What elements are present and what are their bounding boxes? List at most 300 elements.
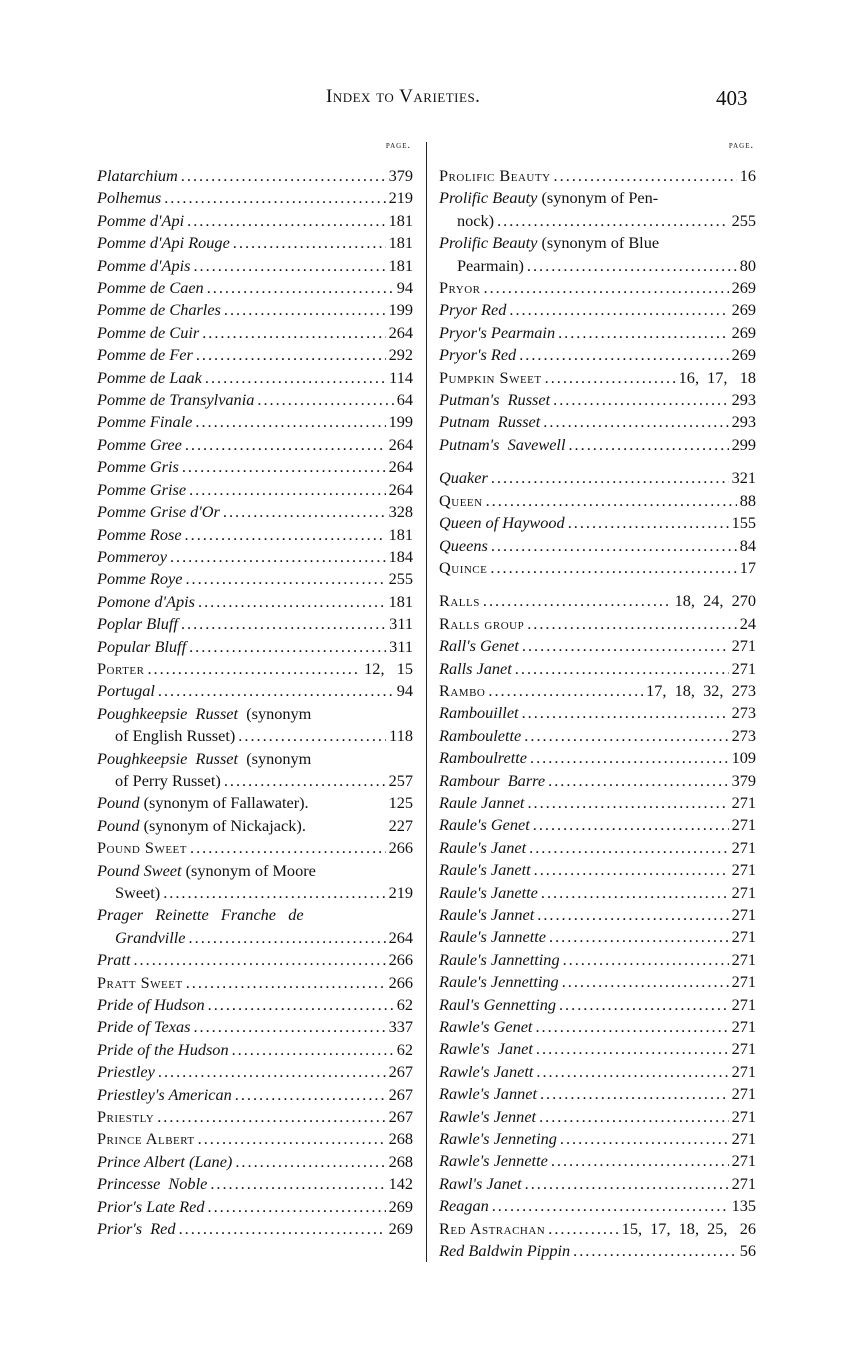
dot-leader <box>483 590 672 612</box>
page-reference: 337 <box>388 1017 413 1037</box>
page-number: 403 <box>716 86 748 110</box>
page-reference: 16 <box>739 166 756 185</box>
variety-name-italic: Pride of Hudson <box>97 995 205 1015</box>
index-entry-line <box>439 747 756 769</box>
variety-name <box>97 949 130 971</box>
index-entry <box>439 165 756 187</box>
dot-leader <box>509 299 728 321</box>
variety-name-italic: Pryor Red <box>439 300 507 320</box>
variety-name-italic: Poplar Bluff <box>97 614 178 634</box>
index-entry-line <box>97 949 413 971</box>
index-entry <box>439 557 756 579</box>
page-reference: 292 <box>388 345 413 365</box>
running-title: Index to Varieties. <box>326 86 481 107</box>
note-text: (synonym <box>238 748 312 768</box>
page-reference: 379 <box>731 770 756 790</box>
index-entry-line <box>439 1195 756 1217</box>
variety-name <box>97 344 193 366</box>
variety-name <box>97 479 186 501</box>
page-reference: 62 <box>396 995 413 1015</box>
variety-name-italic: Rall's Genet <box>439 636 519 656</box>
dot-leader <box>157 1106 385 1128</box>
dot-leader <box>181 165 386 187</box>
variety-name <box>439 557 487 579</box>
index-entry-line <box>439 882 756 904</box>
index-entry <box>439 904 756 926</box>
index-entry-line <box>97 165 413 187</box>
variety-name <box>439 1240 570 1262</box>
variety-name <box>439 702 519 724</box>
index-entry-line <box>97 972 413 994</box>
dot-leader <box>548 1218 618 1240</box>
index-entry <box>439 635 756 657</box>
variety-name <box>97 389 254 411</box>
index-entry-line <box>439 971 756 993</box>
note-text: (synonym of Pen- <box>537 188 659 208</box>
dot-leader <box>170 546 386 568</box>
variety-name-italic: Pound <box>97 815 140 835</box>
index-entry-line <box>97 1128 413 1150</box>
dot-leader <box>540 1083 729 1105</box>
page-reference: 267 <box>388 1062 413 1082</box>
index-entry <box>439 322 756 344</box>
variety-name-smallcaps: Pound Sweet <box>97 838 187 858</box>
index-entry <box>439 512 756 534</box>
index-entry <box>97 837 413 859</box>
variety-name <box>439 344 516 366</box>
page-reference: 15, 17, 18, 25, 26 <box>621 1218 756 1238</box>
dot-leader <box>484 277 729 299</box>
index-entry-line <box>439 1038 756 1060</box>
variety-name <box>439 187 658 209</box>
index-entry-line <box>439 344 756 366</box>
variety-name-italic: Pomme d'Apis <box>97 255 191 275</box>
page-reference: 264 <box>388 457 413 477</box>
index-entry-line <box>97 792 413 814</box>
variety-name-smallcaps: Rambo <box>439 680 486 700</box>
page-reference: 64 <box>396 390 413 410</box>
page-reference: 273 <box>731 703 756 723</box>
variety-name <box>439 747 527 769</box>
variety-name <box>439 165 551 187</box>
page-reference: 269 <box>731 300 756 320</box>
dot-leader <box>491 535 737 557</box>
index-entry-line <box>439 1106 756 1128</box>
variety-name <box>97 613 178 635</box>
index-entry <box>97 860 413 905</box>
dot-leader <box>568 512 729 534</box>
dot-leader <box>527 255 737 277</box>
variety-name-italic: Prior's Late Red <box>97 1196 205 1216</box>
dot-leader <box>543 411 728 433</box>
index-entry <box>97 1196 413 1218</box>
dot-leader <box>527 613 737 635</box>
note-text: (synonym of Fallawater). <box>139 793 309 813</box>
page-reference: 181 <box>388 255 413 275</box>
variety-name <box>97 299 221 321</box>
page-reference: 227 <box>388 815 413 835</box>
variety-name <box>97 591 195 613</box>
dot-leader <box>185 524 386 546</box>
index-entry-line <box>439 635 756 657</box>
variety-name-smallcaps: Porter <box>97 658 145 678</box>
index-entry <box>439 949 756 971</box>
index-entry-line <box>97 1106 413 1128</box>
index-entry <box>97 501 413 523</box>
variety-name-italic: Raule's Jannette <box>439 927 547 947</box>
index-entry-line <box>97 860 413 882</box>
page-reference: 56 <box>739 1241 756 1261</box>
dot-leader <box>164 187 385 209</box>
index-entry-line <box>439 232 756 254</box>
index-entry-line <box>439 1150 756 1172</box>
index-entry <box>97 389 413 411</box>
index-entry-line <box>97 434 413 456</box>
variety-name <box>439 994 556 1016</box>
index-entry-line <box>439 389 756 411</box>
index-entry-line <box>97 367 413 389</box>
index-entry-line <box>97 904 413 926</box>
entry-list <box>439 165 756 1263</box>
index-entry-line <box>97 770 413 792</box>
index-entry <box>97 187 413 209</box>
index-entry <box>97 1151 413 1173</box>
variety-name-smallcaps: Prolific Beauty <box>439 166 551 185</box>
dot-leader <box>573 1240 737 1262</box>
dot-leader <box>549 926 729 948</box>
page-reference: 273 <box>731 725 756 745</box>
index-entry-line <box>97 591 413 613</box>
variety-name <box>97 815 306 837</box>
index-entry <box>439 411 756 433</box>
dot-leader <box>235 1084 386 1106</box>
variety-name <box>439 859 531 881</box>
variety-name <box>97 1173 207 1195</box>
index-entry-line <box>439 770 756 792</box>
variety-name-italic: Pomme Finale <box>97 412 193 432</box>
page-reference: 84 <box>739 535 756 555</box>
variety-name-italic: Prior's Red <box>97 1219 176 1239</box>
note-text: (synonym of Nickajack). <box>139 815 306 835</box>
page-reference: 268 <box>388 1151 413 1171</box>
dot-leader <box>559 994 729 1016</box>
variety-name <box>439 1150 548 1172</box>
index-entry-line <box>439 926 756 948</box>
variety-name <box>97 1016 190 1038</box>
dot-leader <box>541 882 729 904</box>
page-reference: 271 <box>731 972 756 992</box>
dot-leader <box>198 1128 386 1150</box>
variety-name-italic: Red Baldwin Pippin <box>439 1241 571 1261</box>
dot-leader <box>158 680 394 702</box>
variety-name-italic: Pound <box>97 793 140 813</box>
page-reference: 257 <box>388 770 413 790</box>
index-entry <box>97 949 413 971</box>
variety-name-italic: Pomme de Laak <box>97 367 202 387</box>
variety-name <box>439 792 524 814</box>
page-reference: 219 <box>388 188 413 208</box>
variety-name-italic: Prager Reinette Franche de <box>97 905 304 925</box>
page-reference: 118 <box>389 726 413 746</box>
variety-name <box>97 568 182 590</box>
index-entry-line <box>97 255 413 277</box>
variety-name-italic: Rawle's Janett <box>439 1061 534 1081</box>
page-reference: 271 <box>731 792 756 812</box>
dot-leader <box>525 1173 729 1195</box>
index-entry <box>439 1038 756 1060</box>
variety-name-smallcaps: Pryor <box>439 278 481 298</box>
page-header <box>0 86 850 116</box>
index-entry-line <box>97 456 413 478</box>
variety-name <box>97 680 155 702</box>
variety-name-italic: Pomone d'Apis <box>97 591 195 611</box>
index-entry <box>97 792 413 814</box>
dot-leader <box>486 490 737 512</box>
index-entry-line <box>439 904 756 926</box>
section-gap <box>439 456 756 467</box>
variety-name-italic: Rawle's Jennet <box>439 1106 537 1126</box>
dot-leader <box>558 322 728 344</box>
page-reference: 269 <box>731 345 756 365</box>
page-reference: 267 <box>388 1084 413 1104</box>
index-entry-line <box>439 680 756 702</box>
page-reference: 269 <box>388 1219 413 1239</box>
index-entry <box>97 748 413 793</box>
index-entry-line <box>439 557 756 579</box>
index-entry <box>97 680 413 702</box>
index-entry <box>97 1128 413 1150</box>
dot-leader <box>568 434 728 456</box>
page-reference: 328 <box>388 502 413 522</box>
index-entry <box>97 703 413 748</box>
variety-name-italic: Priestley <box>97 1062 155 1082</box>
dot-leader <box>522 635 729 657</box>
variety-name-smallcaps: Quince <box>439 557 488 577</box>
index-entry <box>439 1195 756 1217</box>
page-reference: 17 <box>739 557 756 577</box>
index-entry-line <box>439 792 756 814</box>
variety-name <box>97 792 309 814</box>
variety-name <box>97 1106 154 1128</box>
dot-leader <box>534 859 729 881</box>
variety-name <box>97 904 304 926</box>
page-reference: 184 <box>388 546 413 566</box>
page-reference: 109 <box>731 748 756 768</box>
variety-name <box>115 725 235 747</box>
variety-name-italic: Putnam's Savewell <box>439 434 566 454</box>
page-reference: 219 <box>388 883 413 902</box>
dot-leader <box>195 411 385 433</box>
variety-name <box>439 1038 533 1060</box>
page-column-label: page. <box>385 140 411 151</box>
variety-name <box>439 512 565 534</box>
index-entry <box>97 411 413 433</box>
variety-name <box>439 725 521 747</box>
variety-name <box>439 467 488 489</box>
variety-name-italic: Platarchium <box>97 166 178 185</box>
page-reference: 293 <box>731 390 756 410</box>
index-entry <box>97 994 413 1016</box>
variety-name <box>97 367 202 389</box>
index-entry <box>439 926 756 948</box>
index-entry-line <box>439 434 756 456</box>
index-entry <box>97 658 413 680</box>
index-entry-line <box>439 1061 756 1083</box>
index-entry <box>439 658 756 680</box>
page-reference: 181 <box>388 233 413 253</box>
index-entry <box>439 859 756 881</box>
index-entry <box>97 972 413 994</box>
variety-name-italic: Ralls Janet <box>439 658 512 678</box>
variety-name <box>97 1151 232 1173</box>
variety-name <box>439 232 659 254</box>
variety-name-italic: Pomme de Caen <box>97 278 204 298</box>
variety-name <box>439 1128 557 1150</box>
page-reference: 264 <box>388 479 413 499</box>
variety-name <box>97 658 144 680</box>
index-entry <box>439 814 756 836</box>
index-entry <box>439 994 756 1016</box>
index-entry <box>97 479 413 501</box>
index-entry-line <box>439 1173 756 1195</box>
index-entry <box>97 299 413 321</box>
variety-name-italic: Putman's Russet <box>439 390 551 410</box>
variety-name-italic: Rawle's Jannet <box>439 1084 537 1104</box>
variety-name <box>439 971 559 993</box>
index-entry <box>97 1016 413 1038</box>
index-entry-line <box>439 658 756 680</box>
dot-leader <box>529 837 728 859</box>
dot-leader <box>527 792 728 814</box>
variety-name-italic: Raule's Genet <box>439 815 530 835</box>
index-entry <box>439 389 756 411</box>
variety-name-italic: Quaker <box>439 468 488 488</box>
page-reference: 181 <box>388 591 413 611</box>
index-entry-line <box>439 590 756 612</box>
variety-name <box>97 255 190 277</box>
index-entry <box>439 535 756 557</box>
index-entry <box>439 1128 756 1150</box>
index-entry-line <box>97 837 413 859</box>
variety-name-italic: Putnam Russet <box>439 412 541 432</box>
page-reference: 271 <box>731 927 756 947</box>
dot-leader <box>208 994 394 1016</box>
variety-name <box>439 411 540 433</box>
index-entry-line <box>97 389 413 411</box>
page-reference: 271 <box>731 994 756 1014</box>
index-entry <box>439 1083 756 1105</box>
variety-name <box>97 1218 176 1240</box>
variety-name-smallcaps: Priestly <box>97 1107 155 1127</box>
variety-name <box>439 1218 545 1240</box>
dot-leader <box>158 1061 386 1083</box>
index-entry-line <box>439 1218 756 1240</box>
variety-name <box>457 255 524 277</box>
variety-name-italic: Pomme de Fer <box>97 345 193 365</box>
index-entry-line <box>97 210 413 232</box>
variety-name <box>97 165 178 187</box>
index-entry-line <box>97 1151 413 1173</box>
index-column-left <box>97 140 413 1241</box>
variety-name <box>97 1039 229 1061</box>
index-entry-line <box>439 613 756 635</box>
dot-leader <box>187 210 385 232</box>
variety-name-italic: Grandville <box>115 927 186 947</box>
dot-leader <box>181 613 386 635</box>
variety-name-italic: Raule Jannet <box>439 792 525 812</box>
index-entry <box>97 568 413 590</box>
index-entry <box>439 971 756 993</box>
index-entry-line <box>439 1083 756 1105</box>
index-entry-line <box>439 859 756 881</box>
page-reference: 80 <box>739 255 756 275</box>
page-reference: 271 <box>731 837 756 857</box>
variety-name <box>97 546 167 568</box>
variety-name-italic: Pommeroy <box>97 546 167 566</box>
index-entry-line <box>439 535 756 557</box>
variety-name <box>439 367 542 389</box>
index-entry <box>439 467 756 489</box>
variety-name <box>439 904 534 926</box>
index-entry <box>439 837 756 859</box>
dot-leader <box>554 165 737 187</box>
index-entry-line <box>439 702 756 724</box>
variety-name <box>97 994 205 1016</box>
variety-name-italic: Rambour Barre <box>439 770 546 790</box>
index-entry <box>97 1173 413 1195</box>
dot-leader <box>235 1151 385 1173</box>
index-entry-line <box>97 322 413 344</box>
variety-name <box>97 1196 205 1218</box>
variety-name-italic: Raule's Janette <box>439 882 538 902</box>
variety-name-italic: Pomme Grise d'Or <box>97 502 220 522</box>
note-text: (synonym of Blue <box>537 233 660 253</box>
page-reference: 269 <box>731 322 756 342</box>
index-entry <box>439 1061 756 1083</box>
index-entry <box>97 524 413 546</box>
variety-name <box>439 658 512 680</box>
variety-name <box>115 927 186 949</box>
dot-leader <box>560 1128 729 1150</box>
variety-name-smallcaps: Pumpkin Sweet <box>439 367 542 387</box>
variety-name-italic: Pomme d'Api Rouge <box>97 233 230 253</box>
variety-name-italic: Prince Albert (Lane) <box>97 1151 233 1171</box>
variety-name-italic: Queen of Haywood <box>439 513 565 533</box>
index-entry <box>439 882 756 904</box>
index-entry-line <box>97 882 413 904</box>
variety-name <box>97 232 230 254</box>
dot-leader <box>189 636 386 658</box>
index-entry-line <box>97 524 413 546</box>
index-entry <box>439 792 756 814</box>
variety-name <box>439 1195 489 1217</box>
index-entry-line <box>97 703 413 725</box>
variety-name <box>97 703 311 725</box>
page-reference: 114 <box>389 367 413 387</box>
index-entry-line <box>97 187 413 209</box>
dot-leader <box>198 591 386 613</box>
dot-leader <box>535 1016 728 1038</box>
dot-leader <box>133 949 385 971</box>
variety-name <box>439 1061 533 1083</box>
index-entry-line <box>97 1084 413 1106</box>
index-entry-line <box>439 367 756 389</box>
index-entry <box>97 591 413 613</box>
dot-leader <box>522 702 729 724</box>
note-text: nock) <box>457 210 495 230</box>
index-entry <box>97 1106 413 1128</box>
variety-name <box>439 1083 537 1105</box>
